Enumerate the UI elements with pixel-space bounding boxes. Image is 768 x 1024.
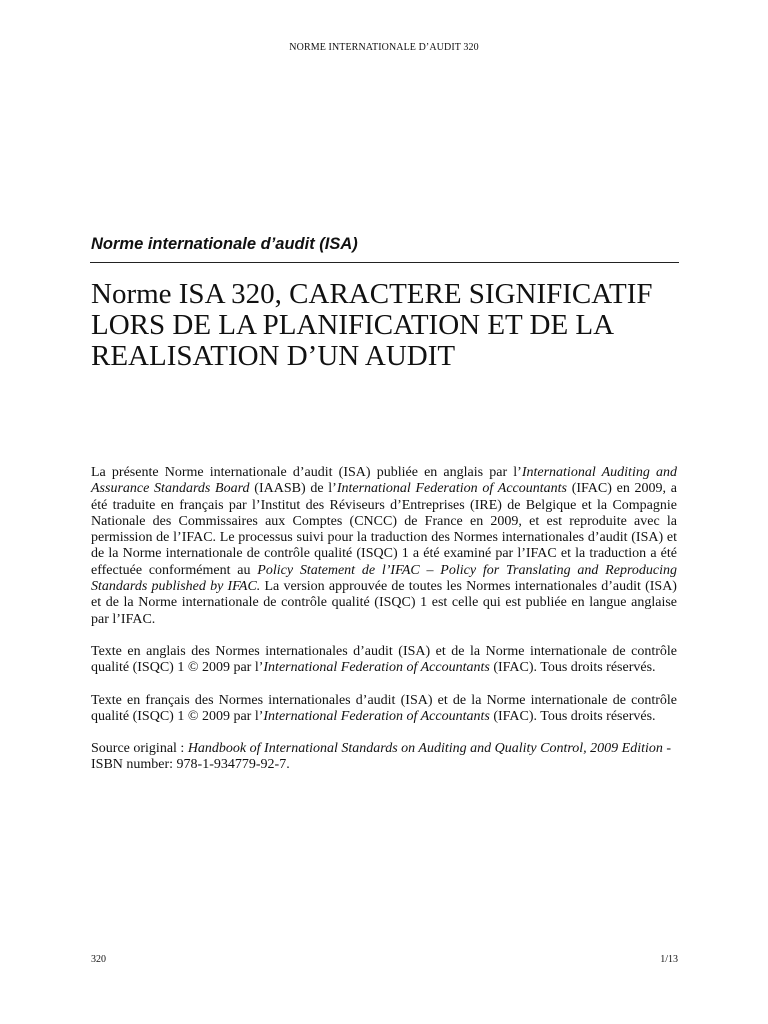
document-title-line-1: Norme ISA 320, CARACTERE SIGNIFICATIF	[91, 278, 653, 310]
document-title-line-3: REALISATION D’UN AUDIT	[91, 340, 456, 372]
document-kind-label: Norme internationale d’audit (ISA)	[91, 235, 358, 253]
text-run: (IFAC). Tous droits réservés.	[489, 660, 656, 676]
body-text	[91, 465, 677, 790]
text-run: (IAASB) de l’	[249, 481, 337, 497]
text-run: La version approuvée de toutes les Normes internationales d’audit (ISA) et de la Norme internationale de contrôle qualité (ISQC) 1 est celle qui est publiée en langue anglaise par l’IFAC.	[91, 579, 677, 627]
document-title-line-2: LORS DE LA PLANIFICATION ET DE LA	[91, 309, 615, 341]
text-run: La présente Norme internationale d’audit (ISA) publiée en anglais par l’	[91, 465, 522, 480]
text-run: Texte en anglais des Normes internationales d’audit (ISA) et de la Norme internationale de contrôle qualité (ISQC) 1 © 2009 par l’	[91, 643, 677, 676]
document-title	[91, 279, 691, 372]
text-run: Source original :	[91, 741, 188, 757]
text-run-italic: International Federation of Accountants	[263, 660, 490, 676]
text-run-italic: Policy Statement de l’IFAC – Policy for Translating and Reproducing Standards published by IFAC.	[91, 562, 677, 595]
text-run-italic: International Federation of Accountants	[336, 481, 567, 497]
text-run: - ISBN number: 978-1-934779-92-7.	[91, 741, 672, 773]
text-run: (IFAC). Tous droits réservés.	[489, 708, 656, 724]
text-run-italic: International Federation of Accountants	[263, 708, 490, 724]
paragraph-source	[91, 741, 677, 774]
paragraph-english-copyright	[91, 644, 677, 677]
text-run-italic: Handbook of International Standards on Auditing and Quality Control, 2009 Edition	[187, 741, 663, 757]
footer-page-indicator: 1/13	[660, 954, 678, 965]
footer-standard-number: 320	[91, 954, 106, 965]
text-run-italic: International Auditing and Assurance Standards Board	[91, 465, 677, 497]
title-divider	[90, 262, 679, 263]
running-header: NORME INTERNATIONALE D’AUDIT 320	[289, 42, 479, 53]
paragraph-french-copyright	[91, 693, 677, 726]
text-run: (IFAC) en 2009, a été traduite en français par l’Institut des Réviseurs d’Entreprises (IRE) de Belgique et la Compagnie Nationale des Commissaires aux Comptes (CNCC) de France en 2009, et est reproduite avec la permission de l’IFAC. Le processus suivi pour la traduction des Normes internationales d’audit (ISA) et de la Norme internationale de contrôle qualité (ISQC) 1 a été examiné par l’IFAC et la traduction a été effectuée conformément au	[91, 481, 677, 578]
paragraph-translation-notice	[91, 465, 677, 628]
text-run: Texte en français des Normes internationales d’audit (ISA) et de la Norme internationale de contrôle qualité (ISQC) 1 © 2009 par l’	[91, 692, 677, 724]
